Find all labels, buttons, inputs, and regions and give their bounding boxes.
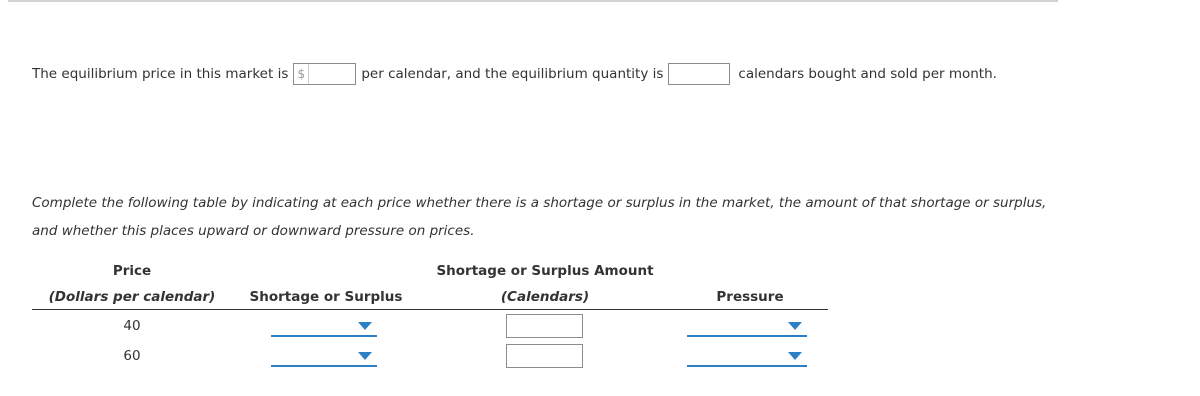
instructions-line-1: Complete the following table by indicating at each price whether there is a shortage or surplus in the market, the amount of that shortage or surplus, [32, 195, 1047, 211]
equilibrium-text-after: calendars bought and sold per month. [738, 66, 997, 82]
header-rule [32, 309, 828, 310]
shortage-surplus-table [32, 258, 828, 378]
dropdown-arrow-icon [788, 322, 802, 330]
equilibrium-sentence [32, 62, 997, 86]
equilibrium-price-field[interactable] [293, 63, 356, 85]
equilibrium-text-between: per calendar, and the equilibrium quantity is [361, 66, 664, 82]
pressure-dropdown[interactable] [687, 347, 807, 367]
instructions-line-2: and whether this places upward or downward pressure on prices. [32, 223, 475, 239]
header-shortage-or-surplus: Shortage or Surplus [249, 289, 403, 305]
header-price: Price [112, 263, 152, 279]
top-divider [8, 0, 1058, 2]
equilibrium-price-input[interactable] [309, 65, 355, 83]
dropdown-arrow-icon [358, 322, 372, 330]
dropdown-arrow-icon [788, 352, 802, 360]
dropdown-arrow-icon [358, 352, 372, 360]
dollar-sign: $ [294, 64, 309, 84]
price-cell: 40 [123, 318, 141, 334]
equilibrium-quantity-input[interactable] [668, 63, 730, 85]
header-amount-units: (Calendars) [500, 289, 590, 305]
shortage-surplus-dropdown[interactable] [271, 317, 377, 337]
header-price-units: (Dollars per calendar) [48, 289, 216, 305]
amount-input[interactable] [506, 314, 583, 338]
price-cell: 60 [123, 348, 141, 364]
amount-input[interactable] [506, 344, 583, 368]
equilibrium-text-before: The equilibrium price in this market is [32, 66, 289, 82]
header-pressure: Pressure [716, 289, 784, 305]
pressure-dropdown[interactable] [687, 317, 807, 337]
header-amount: Shortage or Surplus Amount [436, 263, 654, 279]
table-instructions [32, 189, 1142, 245]
shortage-surplus-dropdown[interactable] [271, 347, 377, 367]
